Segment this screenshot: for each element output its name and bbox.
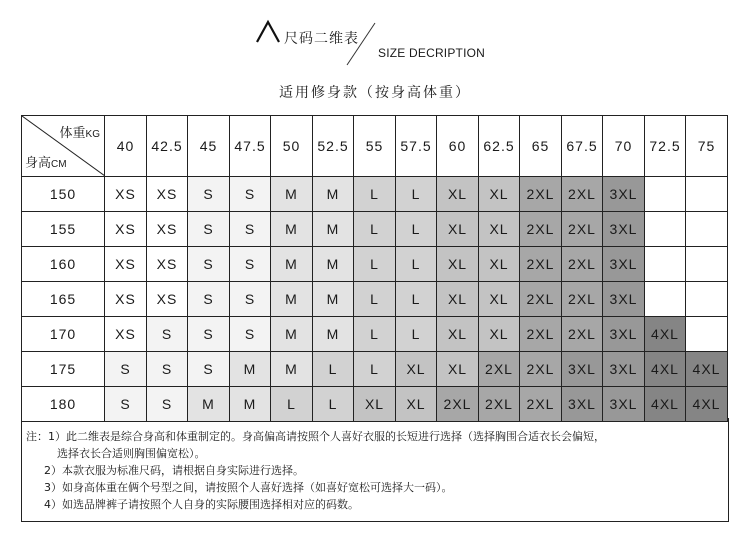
size-cell: L (313, 352, 354, 387)
caret-up-icon (255, 18, 281, 44)
weight-header: 65 (520, 116, 562, 177)
size-cell: 3XL (603, 282, 645, 317)
size-cell: 4XL (645, 352, 686, 387)
size-cell: L (354, 177, 396, 212)
height-cell: 175 (22, 352, 105, 387)
size-cell: 2XL (437, 387, 479, 422)
size-cell: XS (147, 282, 188, 317)
size-cell: M (313, 212, 354, 247)
height-cell: 150 (22, 177, 105, 212)
size-cell: M (271, 177, 313, 212)
weight-header: 62.5 (479, 116, 520, 177)
weight-header: 42.5 (147, 116, 188, 177)
size-cell: S (188, 282, 230, 317)
size-cell: XL (479, 282, 520, 317)
weight-header: 75 (686, 116, 728, 177)
size-cell: S (147, 352, 188, 387)
size-cell: 4XL (645, 317, 686, 352)
table-row (22, 247, 728, 282)
size-cell: L (354, 212, 396, 247)
height-cell: 180 (22, 387, 105, 422)
size-cell: 3XL (603, 177, 645, 212)
size-cell: 3XL (603, 212, 645, 247)
size-cell: 2XL (562, 317, 603, 352)
size-cell: L (396, 317, 437, 352)
note-line-1: 注：1）此二维表是综合身高和体重制定的。身高偏高请按照个人喜好衣服的长短进行选择（选择胸围合适衣长会偏短， (26, 430, 605, 443)
size-table (21, 115, 728, 422)
notes-section (21, 418, 729, 522)
size-cell: XL (479, 177, 520, 212)
size-cell: XL (396, 352, 437, 387)
page-title-english: SIZE DECRIPTION (378, 46, 486, 60)
weight-header: 67.5 (562, 116, 603, 177)
size-cell: 3XL (562, 387, 603, 422)
note-line-1-continued: 选择衣长合适则胸围偏宽松）。 (57, 447, 206, 460)
height-cell: 160 (22, 247, 105, 282)
size-cell: L (354, 352, 396, 387)
size-cell: L (354, 247, 396, 282)
size-cell: XS (147, 212, 188, 247)
size-cell: 2XL (562, 177, 603, 212)
size-cell: 4XL (686, 352, 728, 387)
size-cell: M (271, 317, 313, 352)
size-cell: 2XL (520, 247, 562, 282)
size-cell: 3XL (603, 387, 645, 422)
table-row (22, 387, 728, 422)
weight-axis-label: 体重KG (59, 125, 100, 140)
size-cell: L (313, 387, 354, 422)
size-cell: 4XL (686, 387, 728, 422)
size-cell: 2XL (562, 212, 603, 247)
table-row (22, 317, 728, 352)
size-cell: S (188, 212, 230, 247)
size-cell: XS (105, 212, 147, 247)
weight-header: 52.5 (313, 116, 354, 177)
size-cell: 2XL (562, 282, 603, 317)
size-cell: XS (105, 317, 147, 352)
size-cell: L (271, 387, 313, 422)
size-cell: 2XL (520, 282, 562, 317)
size-cell: 3XL (562, 352, 603, 387)
size-cell: M (313, 317, 354, 352)
size-cell (645, 177, 686, 212)
size-cell: S (230, 212, 271, 247)
table-row (22, 212, 728, 247)
height-axis-label: 身高CM (25, 155, 67, 170)
size-cell: XL (354, 387, 396, 422)
size-cell: L (396, 247, 437, 282)
divider-slash (346, 22, 376, 66)
size-cell (645, 282, 686, 317)
size-table-body (22, 177, 728, 422)
table-row (22, 177, 728, 212)
size-cell (686, 212, 728, 247)
size-cell: M (313, 177, 354, 212)
note-line-2: 2）本款衣服为标准尺码，请根据自身实际进行选择。 (44, 464, 304, 477)
size-cell: XL (437, 282, 479, 317)
size-cell: S (188, 317, 230, 352)
size-cell: 2XL (520, 177, 562, 212)
weight-header-row (22, 116, 728, 177)
size-cell: 3XL (603, 352, 645, 387)
size-cell: L (354, 317, 396, 352)
size-cell (686, 317, 728, 352)
size-cell: XL (437, 177, 479, 212)
weight-header: 40 (105, 116, 147, 177)
size-cell: XS (147, 177, 188, 212)
weight-header: 72.5 (645, 116, 686, 177)
size-cell: M (271, 352, 313, 387)
table-row (22, 352, 728, 387)
size-cell: XL (437, 212, 479, 247)
size-cell: S (230, 317, 271, 352)
weight-header: 50 (271, 116, 313, 177)
size-cell: XL (437, 352, 479, 387)
size-cell (645, 247, 686, 282)
size-cell: L (396, 177, 437, 212)
size-cell (686, 247, 728, 282)
size-cell (645, 212, 686, 247)
size-cell: 3XL (603, 317, 645, 352)
size-cell: S (105, 387, 147, 422)
weight-header: 47.5 (230, 116, 271, 177)
weight-header: 70 (603, 116, 645, 177)
page-title: 尺码二维表 (284, 31, 359, 47)
size-cell: S (105, 352, 147, 387)
size-cell: 4XL (645, 387, 686, 422)
size-cell: XS (105, 282, 147, 317)
size-cell: S (230, 282, 271, 317)
size-cell: 2XL (520, 387, 562, 422)
size-cell (686, 282, 728, 317)
weight-header: 45 (188, 116, 230, 177)
size-cell: XL (479, 247, 520, 282)
note-line-4: 4）如选品牌裤子请按照个人自身的实际腰围选择相对应的码数。 (44, 498, 359, 511)
table-row (22, 282, 728, 317)
weight-header: 57.5 (396, 116, 437, 177)
size-cell: M (230, 352, 271, 387)
weight-header: 55 (354, 116, 396, 177)
size-cell: S (230, 247, 271, 282)
size-cell: XL (396, 387, 437, 422)
size-cell: M (271, 247, 313, 282)
size-cell: M (313, 247, 354, 282)
size-cell: L (396, 282, 437, 317)
size-cell: S (147, 387, 188, 422)
size-cell: S (188, 177, 230, 212)
size-cell: XL (437, 247, 479, 282)
size-cell: M (271, 282, 313, 317)
size-cell: S (230, 177, 271, 212)
height-cell: 170 (22, 317, 105, 352)
size-cell: 2XL (562, 247, 603, 282)
page-subtitle: 适用修身款（按身高体重） (279, 85, 471, 101)
size-cell: S (188, 352, 230, 387)
note-line-3: 3）如身高体重在俩个号型之间，请按照个人喜好选择（如喜好宽松可选择大一码）。 (44, 481, 453, 494)
size-cell: L (354, 282, 396, 317)
size-cell: M (313, 282, 354, 317)
size-cell: L (396, 212, 437, 247)
size-cell: S (188, 247, 230, 282)
size-cell: XL (479, 212, 520, 247)
size-cell: 2XL (520, 352, 562, 387)
size-cell: M (188, 387, 230, 422)
height-cell: 165 (22, 282, 105, 317)
size-cell: XL (437, 317, 479, 352)
size-cell: 2XL (479, 352, 520, 387)
header (0, 0, 750, 110)
size-cell: 3XL (603, 247, 645, 282)
size-cell: XL (479, 317, 520, 352)
height-cell: 155 (22, 212, 105, 247)
table-corner-cell (22, 116, 105, 177)
weight-header: 60 (437, 116, 479, 177)
size-cell: XS (105, 177, 147, 212)
size-cell: XS (147, 247, 188, 282)
size-cell: XS (105, 247, 147, 282)
size-cell: M (271, 212, 313, 247)
size-cell: S (147, 317, 188, 352)
size-cell: M (230, 387, 271, 422)
size-cell: 2XL (479, 387, 520, 422)
size-cell: 2XL (520, 212, 562, 247)
size-cell: 2XL (520, 317, 562, 352)
size-cell (686, 177, 728, 212)
